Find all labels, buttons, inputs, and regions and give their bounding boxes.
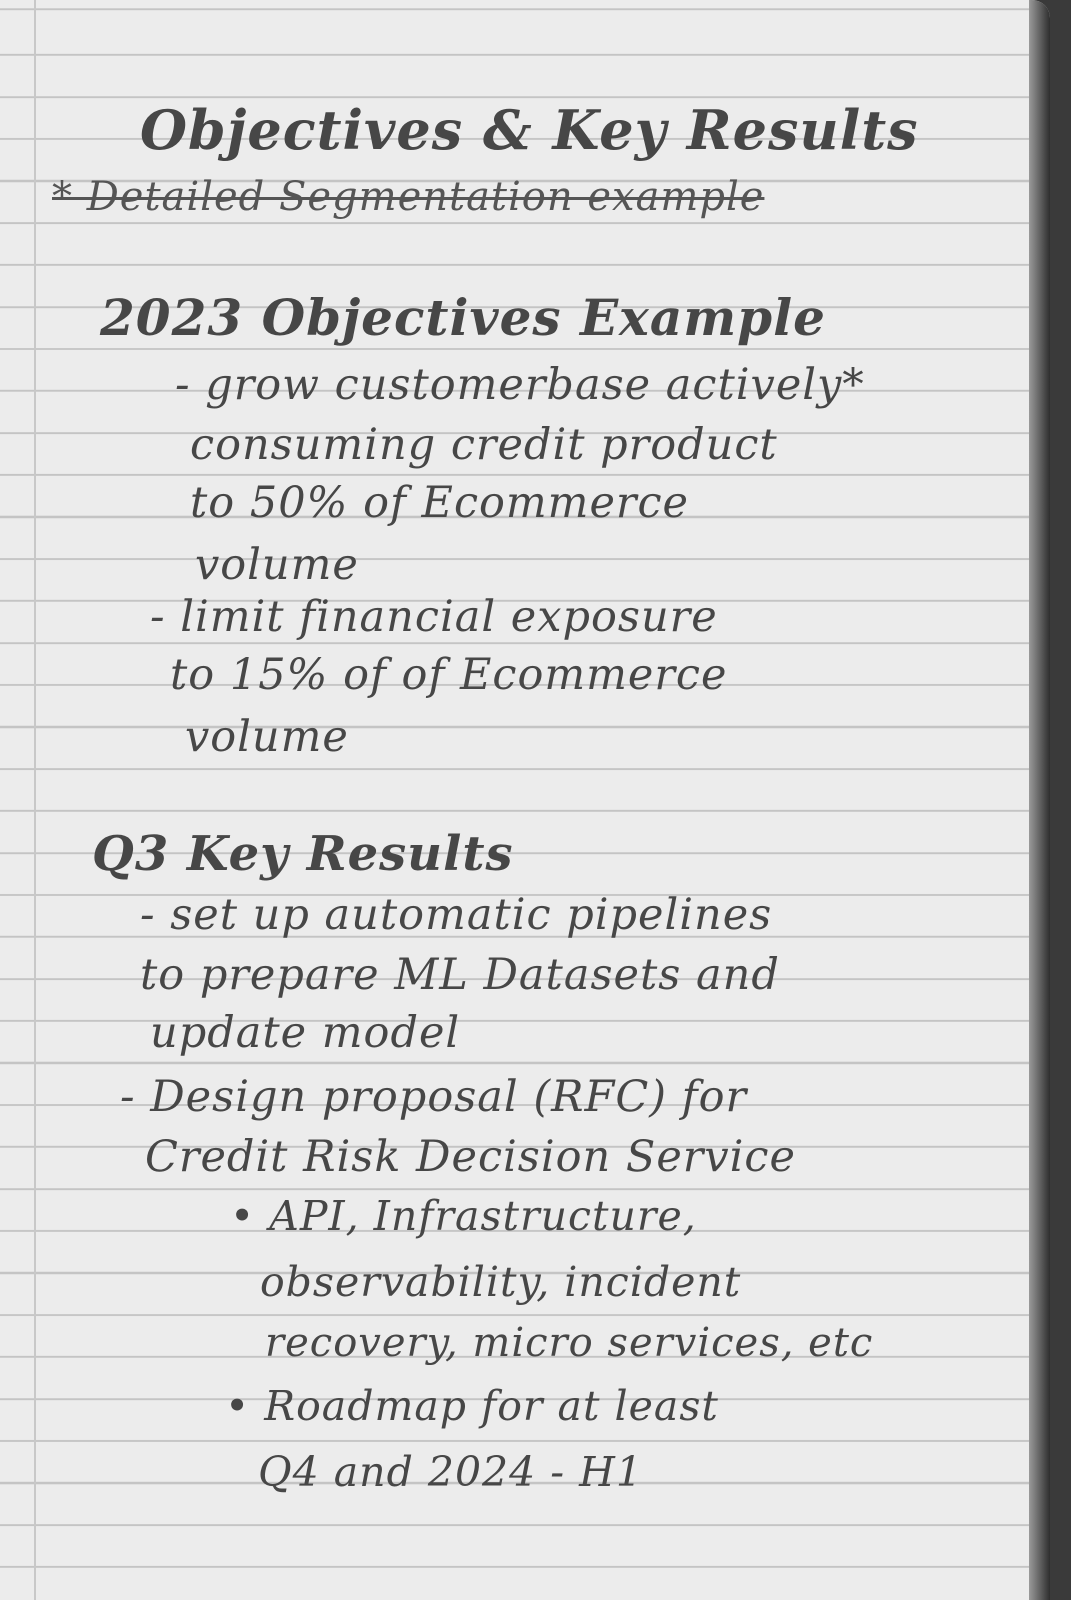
subitem-2-line-1: • Roadmap for at least (225, 1382, 719, 1430)
subitem-2-line-2: Q4 and 2024 - H1 (258, 1448, 643, 1496)
subitem-1-line-1: • API, Infrastructure, (230, 1192, 697, 1240)
subitem-1-line-3: recovery, micro services, etc (265, 1320, 874, 1366)
key-result-2-line-2: Credit Risk Decision Service (145, 1132, 796, 1182)
key-results-heading: Q3 Key Results (92, 826, 514, 882)
objective-1-line-4: volume (195, 540, 359, 590)
page-edge-shadow (1029, 0, 1050, 1600)
subitem-1-line-2: observability, incident (260, 1258, 742, 1306)
struck-out-line: * Detailed Segmentation example (52, 174, 765, 220)
key-result-1-line-3: update model (150, 1008, 461, 1058)
key-result-1-line-2: to prepare ML Datasets and (140, 950, 780, 1000)
margin-line (34, 0, 36, 1600)
objective-1-line-3: to 50% of Ecommerce (190, 478, 689, 528)
objectives-heading: 2023 Objectives Example (100, 288, 826, 347)
objective-2-line-1: - limit financial exposure (150, 592, 718, 642)
key-result-2-line-1: - Design proposal (RFC) for (120, 1072, 748, 1122)
page-title: Objectives & Key Results (140, 98, 919, 162)
objective-1-line-2: consuming credit product (190, 420, 778, 470)
objective-2-line-3: volume (185, 712, 349, 762)
key-result-1-line-1: - set up automatic pipelines (140, 890, 773, 940)
objective-1-line-1: - grow customerbase actively* (175, 360, 865, 410)
objective-2-line-2: to 15% of of Ecommerce (170, 650, 728, 700)
